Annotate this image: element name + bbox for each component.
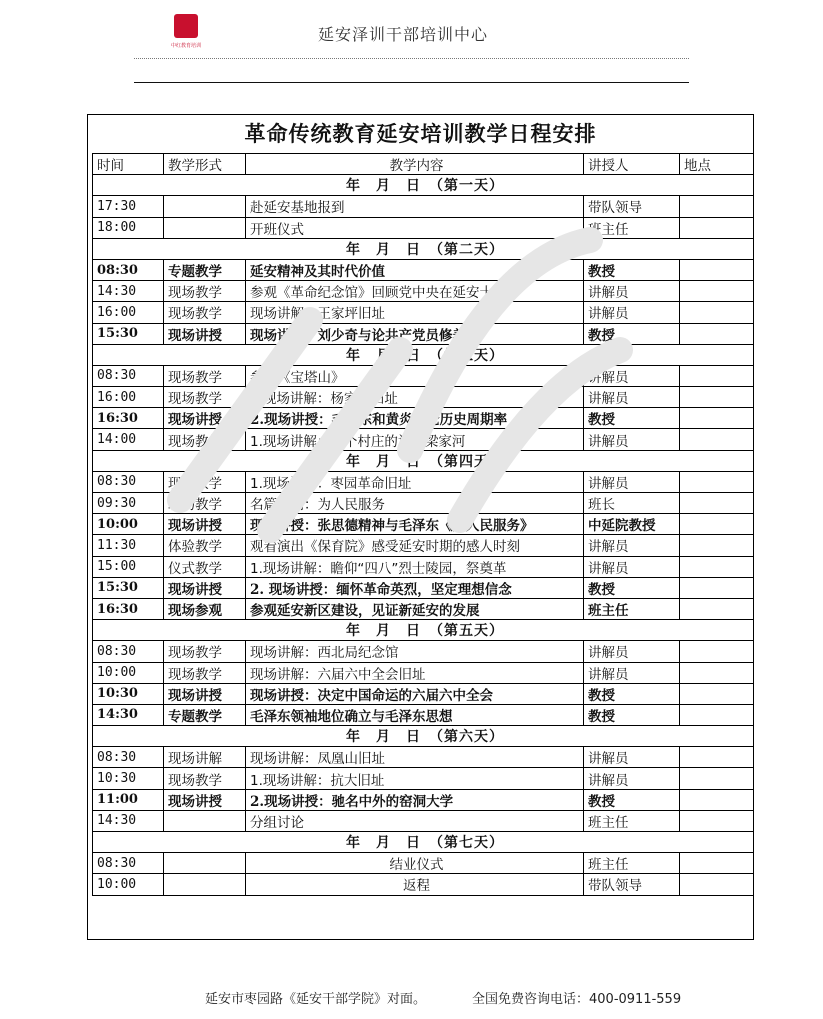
cell-place	[680, 196, 754, 217]
cell-time: 17:30	[93, 196, 164, 217]
cell-time: 08:30	[93, 853, 164, 874]
cell-place	[680, 810, 754, 831]
table-row	[93, 853, 754, 874]
cell-time: 15:00	[93, 556, 164, 577]
cell-teacher: 讲解员	[584, 387, 680, 408]
cell-teacher: 教授	[584, 683, 680, 704]
day-label: 年 月 日 （第六天）	[93, 726, 754, 747]
table-row	[93, 323, 754, 344]
table-row	[93, 747, 754, 768]
table-row	[93, 429, 754, 450]
cell-content: 结业仪式	[246, 853, 584, 874]
cell-time: 08:30	[93, 747, 164, 768]
cell-place	[680, 493, 754, 514]
cell-content: 现场讲授：刘少奇与论共产党员修养	[246, 323, 584, 344]
cell-content: 现场讲解：六届六中全会旧址	[246, 662, 584, 683]
cell-form	[164, 810, 246, 831]
col-header-place: 地点	[680, 154, 754, 175]
table-row	[93, 408, 754, 429]
cell-time: 14:30	[93, 281, 164, 302]
cell-place	[680, 323, 754, 344]
cell-teacher: 讲解员	[584, 768, 680, 789]
cell-content: 返程	[246, 874, 584, 895]
cell-place	[680, 874, 754, 895]
cell-content: 现场讲解：凤凰山旧址	[246, 747, 584, 768]
cell-content: 参观《革命纪念馆》回顾党中央在延安十三年	[246, 281, 584, 302]
cell-time: 11:30	[93, 535, 164, 556]
table-row	[93, 302, 754, 323]
cell-place	[680, 281, 754, 302]
schedule-frame	[87, 114, 754, 940]
cell-content: 1.现场讲解：抗大旧址	[246, 768, 584, 789]
col-header-time: 时间	[93, 154, 164, 175]
cell-place	[680, 747, 754, 768]
cell-place	[680, 704, 754, 725]
cell-form: 现场讲授	[164, 323, 246, 344]
cell-teacher: 中延院教授	[584, 514, 680, 535]
cell-time: 16:30	[93, 598, 164, 619]
day-header-row	[93, 620, 754, 641]
day-label: 年 月 日 （第三天）	[93, 344, 754, 365]
logo-caption: 中红教育培训	[170, 43, 201, 49]
cell-teacher: 带队领导	[584, 196, 680, 217]
cell-content: 现场讲授：张思德精神与毛泽东《为人民服务》	[246, 514, 584, 535]
cell-form: 现场教学	[164, 281, 246, 302]
brand-logo	[164, 14, 208, 50]
cell-form: 现场讲授	[164, 408, 246, 429]
cell-form: 现场讲授	[164, 577, 246, 598]
cell-teacher: 班主任	[584, 810, 680, 831]
cell-content: 观看演出《保育院》感受延安时期的感人时刻	[246, 535, 584, 556]
schedule-table	[92, 153, 754, 896]
cell-form: 现场讲授	[164, 789, 246, 810]
logo-badge-icon	[174, 14, 198, 38]
cell-form	[164, 217, 246, 238]
document-title: 革命传统教育延安培训教学日程安排	[244, 121, 597, 146]
table-row	[93, 259, 754, 280]
cell-teacher: 讲解员	[584, 365, 680, 386]
day-label: 年 月 日 （第一天）	[93, 175, 754, 196]
day-header-row	[93, 175, 754, 196]
cell-content: 1.现场讲解：杨家岭旧址	[246, 387, 584, 408]
cell-teacher: 讲解员	[584, 281, 680, 302]
cell-form: 现场教学	[164, 429, 246, 450]
cell-time: 15:30	[93, 323, 164, 344]
cell-form: 现场教学	[164, 471, 246, 492]
cell-form: 现场教学	[164, 662, 246, 683]
cell-form: 现场讲授	[164, 683, 246, 704]
table-row	[93, 493, 754, 514]
cell-place	[680, 302, 754, 323]
cell-place	[680, 577, 754, 598]
cell-place	[680, 429, 754, 450]
table-row	[93, 704, 754, 725]
cell-teacher: 带队领导	[584, 874, 680, 895]
cell-form	[164, 196, 246, 217]
cell-time: 08:30	[93, 365, 164, 386]
cell-form: 仪式教学	[164, 556, 246, 577]
table-row	[93, 196, 754, 217]
footer-hotline: 全国免费咨询电话：400-0911-559	[472, 992, 682, 1007]
cell-form: 体验教学	[164, 535, 246, 556]
day-header-row	[93, 344, 754, 365]
cell-time: 16:30	[93, 408, 164, 429]
cell-form: 现场参观	[164, 598, 246, 619]
col-header-teacher: 讲授人	[584, 154, 680, 175]
cell-content: 开班仪式	[246, 217, 584, 238]
cell-place	[680, 853, 754, 874]
cell-time: 08:30	[93, 641, 164, 662]
col-header-form: 教学形式	[164, 154, 246, 175]
cell-time: 10:30	[93, 683, 164, 704]
cell-content: 毛泽东领袖地位确立与毛泽东思想	[246, 704, 584, 725]
table-row	[93, 387, 754, 408]
cell-teacher: 教授	[584, 259, 680, 280]
cell-content: 2.现场讲授：毛泽东和黄炎培论历史周期率	[246, 408, 584, 429]
day-header-row	[93, 832, 754, 853]
cell-time: 18:00	[93, 217, 164, 238]
cell-content: 现场讲解：西北局纪念馆	[246, 641, 584, 662]
cell-content: 名篇朗诵：为人民服务	[246, 493, 584, 514]
cell-teacher: 讲解员	[584, 535, 680, 556]
schedule-body	[93, 154, 754, 896]
cell-place	[680, 768, 754, 789]
table-row	[93, 281, 754, 302]
table-header-row	[93, 154, 754, 175]
cell-teacher: 班长	[584, 493, 680, 514]
cell-place	[680, 598, 754, 619]
cell-place	[680, 683, 754, 704]
cell-content: 参观延安新区建设，见证新延安的发展	[246, 598, 584, 619]
table-row	[93, 789, 754, 810]
cell-time: 14:00	[93, 429, 164, 450]
cell-place	[680, 789, 754, 810]
table-row	[93, 535, 754, 556]
cell-place	[680, 641, 754, 662]
day-label: 年 月 日 （第七天）	[93, 832, 754, 853]
table-row	[93, 683, 754, 704]
cell-place	[680, 408, 754, 429]
cell-time: 15:30	[93, 577, 164, 598]
cell-teacher: 教授	[584, 323, 680, 344]
cell-time: 14:30	[93, 704, 164, 725]
cell-form: 现场讲解	[164, 747, 246, 768]
cell-place	[680, 387, 754, 408]
cell-form: 现场教学	[164, 387, 246, 408]
cell-teacher: 讲解员	[584, 302, 680, 323]
cell-time: 10:00	[93, 874, 164, 895]
day-header-row	[93, 726, 754, 747]
cell-teacher: 班主任	[584, 598, 680, 619]
cell-time: 14:30	[93, 810, 164, 831]
cell-place	[680, 662, 754, 683]
header-org-name: 延安泽训干部培训中心	[318, 25, 489, 44]
cell-time: 08:30	[93, 471, 164, 492]
cell-teacher: 教授	[584, 577, 680, 598]
cell-teacher: 讲解员	[584, 556, 680, 577]
table-row	[93, 598, 754, 619]
cell-teacher: 班主任	[584, 853, 680, 874]
cell-form: 现场教学	[164, 768, 246, 789]
cell-time: 10:00	[93, 514, 164, 535]
cell-form: 专题教学	[164, 704, 246, 725]
cell-form: 现场讲授	[164, 514, 246, 535]
cell-content: 分组讨论	[246, 810, 584, 831]
cell-form: 现场教学	[164, 365, 246, 386]
cell-place	[680, 514, 754, 535]
table-row	[93, 514, 754, 535]
cell-place	[680, 217, 754, 238]
cell-time: 10:00	[93, 662, 164, 683]
cell-teacher: 班主任	[584, 217, 680, 238]
cell-time: 11:00	[93, 789, 164, 810]
table-row	[93, 217, 754, 238]
cell-time: 09:30	[93, 493, 164, 514]
cell-content: 2. 现场讲授：缅怀革命英烈，坚定理想信念	[246, 577, 584, 598]
cell-form: 现场教学	[164, 641, 246, 662]
cell-time: 16:00	[93, 302, 164, 323]
footer-address: 延安市枣园路《延安干部学院》对面。	[205, 992, 427, 1007]
day-label: 年 月 日 （第二天）	[93, 238, 754, 259]
cell-form: 现场教学	[164, 302, 246, 323]
cell-content: 2.现场讲授：驰名中外的窑洞大学	[246, 789, 584, 810]
table-row	[93, 810, 754, 831]
cell-content: 1.现场讲解：枣园革命旧址	[246, 471, 584, 492]
table-row	[93, 577, 754, 598]
header-divider	[134, 82, 689, 83]
cell-place	[680, 259, 754, 280]
cell-teacher: 教授	[584, 704, 680, 725]
cell-form	[164, 874, 246, 895]
cell-form: 专题教学	[164, 259, 246, 280]
table-row	[93, 662, 754, 683]
cell-teacher: 讲解员	[584, 471, 680, 492]
cell-place	[680, 365, 754, 386]
cell-place	[680, 535, 754, 556]
table-row	[93, 556, 754, 577]
cell-content: 1.现场讲解：一个村庄的记忆梁家河	[246, 429, 584, 450]
cell-form: 现场教学	[164, 493, 246, 514]
cell-teacher: 讲解员	[584, 747, 680, 768]
cell-content: 现场讲授：决定中国命运的六届六中全会	[246, 683, 584, 704]
cell-content: 现场讲解：王家坪旧址	[246, 302, 584, 323]
cell-teacher: 教授	[584, 408, 680, 429]
day-header-row	[93, 238, 754, 259]
cell-form	[164, 853, 246, 874]
cell-teacher: 讲解员	[584, 429, 680, 450]
day-label: 年 月 日 （第四天）	[93, 450, 754, 471]
cell-content: 延安精神及其时代价值	[246, 259, 584, 280]
day-label: 年 月 日 （第五天）	[93, 620, 754, 641]
table-row	[93, 471, 754, 492]
col-header-content: 教学内容	[246, 154, 584, 175]
header-divider-dotted	[134, 58, 689, 59]
table-row	[93, 641, 754, 662]
cell-time: 16:00	[93, 387, 164, 408]
cell-place	[680, 471, 754, 492]
cell-content: 1.现场讲解：瞻仰“四八”烈士陵园，祭奠革	[246, 556, 584, 577]
cell-teacher: 讲解员	[584, 641, 680, 662]
table-row	[93, 768, 754, 789]
cell-time: 08:30	[93, 259, 164, 280]
cell-content: 参观《宝塔山》	[246, 365, 584, 386]
cell-teacher: 讲解员	[584, 662, 680, 683]
day-header-row	[93, 450, 754, 471]
table-row	[93, 365, 754, 386]
cell-content: 赴延安基地报到	[246, 196, 584, 217]
cell-place	[680, 556, 754, 577]
cell-time: 10:30	[93, 768, 164, 789]
cell-teacher: 教授	[584, 789, 680, 810]
table-row	[93, 874, 754, 895]
